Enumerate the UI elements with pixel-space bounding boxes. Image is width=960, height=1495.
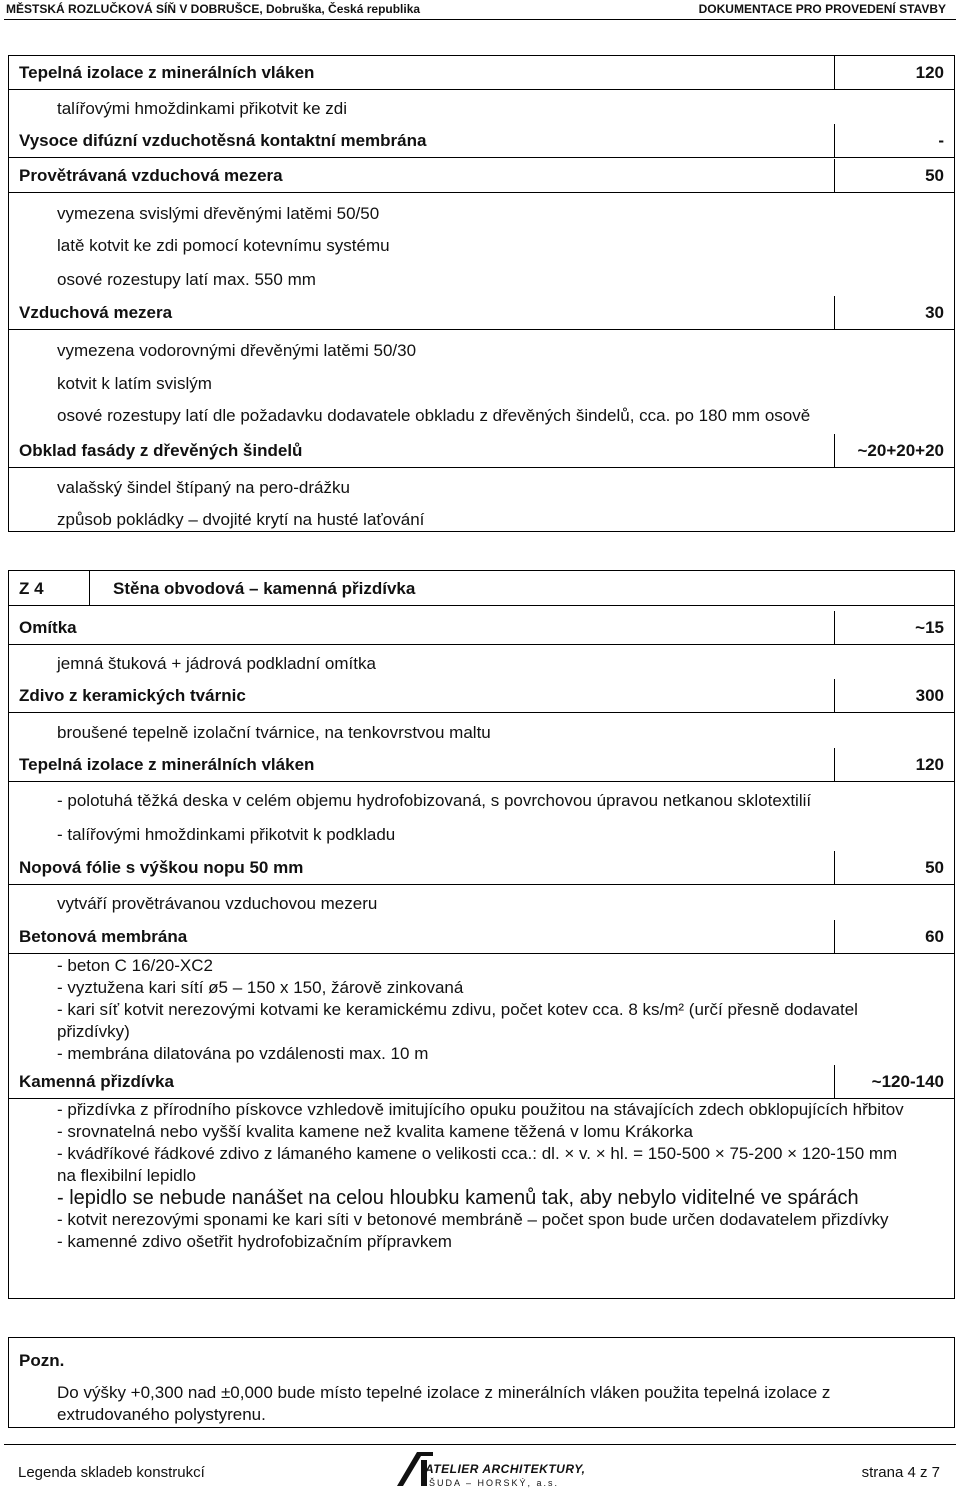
layer-thickness: 300 [915, 686, 944, 705]
layer-note: - talířovými hmoždinkami přikotvit k podkladu [57, 825, 396, 844]
layer-note: - membrána dilatována po vzdálenosti max. 10 m [57, 1044, 429, 1063]
layer-thickness: ~15 [915, 618, 944, 637]
layer-name: Omítka [19, 618, 77, 637]
layer-note: valašský šindel štípaný na pero-drážku [57, 478, 350, 497]
note-title: Pozn. [19, 1351, 65, 1370]
layer-name: Vysoce difúzní vzduchotěsná kontaktní membrána [19, 131, 427, 150]
page-footer [0, 1430, 960, 1495]
layer-row [9, 611, 954, 645]
layer-note: - beton C 16/20-XC2 [57, 956, 213, 975]
layer-note: - přizdívka z přírodního pískovce vzhledově imitujícího opuku použitou na stávajících zdech obklopujících hřbitov [57, 1100, 904, 1119]
layer-row [9, 851, 954, 885]
layer-note: - vyztužena kari sítí ø5 – 150 x 150, žárově zinkovaná [57, 978, 464, 997]
header-project: MĚSTSKÁ ROZLUČKOVÁ SÍŇ V DOBRUŠCE, Dobruška, Česká republika [6, 2, 421, 16]
layer-note: způsob pokládky – dvojité krytí na husté laťování [57, 510, 425, 529]
layer-note: vymezena svislými dřevěnými latěmi 50/50 [57, 204, 380, 223]
layer-thickness: 120 [915, 63, 944, 82]
composition-header [9, 571, 954, 606]
layer-note: jemná štuková + jádrová podkladní omítka [57, 654, 376, 673]
footer-rule [4, 1444, 956, 1445]
layer-note: - kamenné zdivo ošetřit hydrofobizačním přípravkem [57, 1232, 452, 1251]
layer-thickness: ~20+20+20 [857, 441, 944, 460]
logo-line-2: ŠUDA – HORSKÝ, a.s. [429, 1478, 560, 1488]
layer-note: vymezena vodorovnými dřevěnými latěmi 50/30 [57, 341, 417, 360]
layer-notes [57, 955, 917, 1065]
layer-row [9, 296, 954, 330]
layer-note: - lepidlo se nebude nanášet na celou hloubku kamenů tak, aby nebylo viditelné ve spárách [57, 1187, 859, 1209]
layer-thickness: 120 [915, 755, 944, 774]
layer-note: - polotuhá těžká deska v celém objemu hydrofobizovaná, s povrchovou úpravou netkanou sklotextilií [57, 791, 812, 810]
layer-note: osové rozestupy latí max. 550 mm [57, 270, 316, 289]
layer-notes [57, 1099, 917, 1253]
layer-name: Tepelná izolace z minerálních vláken [19, 755, 315, 774]
composition-table-1 [8, 55, 955, 532]
header-doc-type: DOKUMENTACE PRO PROVEDENÍ STAVBY [698, 2, 946, 16]
layer-name: Betonová membrána [19, 927, 188, 946]
layer-note: - kotvit nerezovými sponami ke kari síti v betonové membráně – počet spon bude určen dodavatelem přizdívky [57, 1210, 889, 1229]
layer-note: - kari síť kotvit nerezovými kotvami ke keramickému zdivu, počet kotev cca. 8 ks/m² (určí přesně dodavatel přizdívky) [57, 1000, 858, 1041]
layer-row [9, 159, 954, 193]
layer-note: - kvádříkové řádkové zdivo z lámaného kamene o velikosti cca.: dl. × v. × hl. = 150-500 × 75-200 × 120-150 mm na flexibilní lepidlo [57, 1144, 898, 1185]
layer-row [9, 748, 954, 782]
layer-row [9, 679, 954, 713]
layer-row [9, 920, 954, 954]
layer-note: latě kotvit ke zdi pomocí kotevnímu systému [57, 236, 390, 255]
page-header [0, 0, 960, 18]
layer-note: kotvit k latím svislým [57, 374, 212, 393]
header-rule [4, 19, 956, 20]
layer-thickness: - [938, 131, 944, 150]
composition-title: Stěna obvodová – kamenná přizdívka [113, 579, 416, 598]
layer-note: osové rozestupy latí dle požadavku dodavatele obkladu z dřevěných šindelů, cca. po 180 mm osově [57, 406, 811, 425]
layer-row [9, 434, 954, 468]
layer-row [9, 1065, 954, 1099]
logo-line-1: ATELIER ARCHITEKTURY, [425, 1462, 586, 1476]
layer-name: Kamenná přizdívka [19, 1072, 174, 1091]
page-number: strana 4 z 7 [861, 1464, 940, 1481]
composition-table-z4 [8, 570, 955, 1299]
note-box [8, 1337, 955, 1428]
layer-thickness: 60 [925, 927, 944, 946]
layer-note: talířovými hmoždinkami přikotvit ke zdi [57, 99, 348, 118]
layer-row [9, 56, 954, 90]
layer-thickness: 50 [925, 166, 944, 185]
layer-thickness: 50 [925, 858, 944, 877]
composition-code: Z 4 [19, 579, 44, 598]
atelier-logo [395, 1450, 586, 1492]
layer-name: Vzduchová mezera [19, 303, 173, 322]
layer-note: - srovnatelná nebo vyšší kvalita kamene než kvalita kamene těžená v lomu Krákorka [57, 1122, 693, 1141]
footer-doc-title: Legenda skladeb konstrukcí [18, 1464, 205, 1481]
layer-thickness: 30 [925, 303, 944, 322]
layer-note: broušené tepelně izolační tvárnice, na tenkovrstvou maltu [57, 723, 491, 742]
layer-name: Provětrávaná vzduchová mezera [19, 166, 283, 185]
layer-note: vytváří provětrávanou vzduchovou mezeru [57, 894, 378, 913]
layer-name: Nopová fólie s výškou nopu 50 mm [19, 858, 304, 877]
layer-row [9, 124, 954, 158]
layer-name: Zdivo z keramických tvárnic [19, 686, 246, 705]
layer-name: Tepelná izolace z minerálních vláken [19, 63, 315, 82]
layer-thickness: ~120-140 [871, 1072, 944, 1091]
note-text: Do výšky +0,300 nad ±0,000 bude místo tepelné izolace z minerálních vláken použita tepelná izolace z extrudovaného polystyrenu. [57, 1383, 831, 1424]
layer-name: Obklad fasády z dřevěných šindelů [19, 441, 303, 460]
